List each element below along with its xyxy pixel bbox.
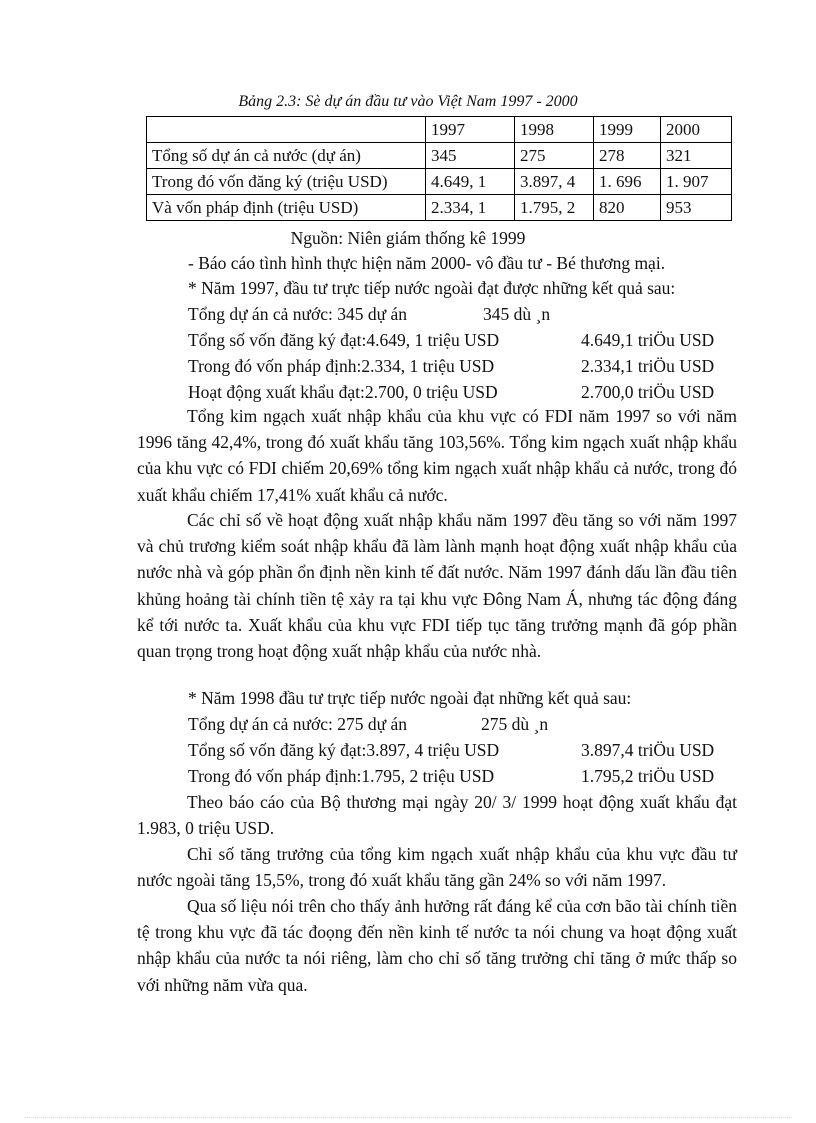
table-cell: Và vốn pháp định (triệu USD) xyxy=(147,195,426,221)
table-cell: 321 xyxy=(661,143,732,169)
source-line: Nguồn: Niên giám thống kê 1999 xyxy=(290,228,526,248)
table-cell: 820 xyxy=(594,195,661,221)
table-cell: 3.897, 4 xyxy=(515,169,594,195)
source-report-line: - Báo cáo tình hình thực hiện năm 2000- vô đầu tư - Bé thương mại. xyxy=(188,253,666,273)
item-value: 3.897,4 triÖu USD xyxy=(581,740,715,760)
investment-table xyxy=(146,116,732,221)
item-label: Tổng dự án cả nước: 345 dự án xyxy=(188,304,407,324)
item-label: Tổng dự án cả nước: 275 dự án xyxy=(188,714,407,734)
intro-1998: * Năm 1998 đầu tư trực tiếp nước ngoài đạt những kết quả sau: xyxy=(188,688,632,708)
item-label: Hoạt động xuất khẩu đạt:2.700, 0 triệu USD xyxy=(188,382,498,402)
header-cell: 2000 xyxy=(661,117,732,143)
header-cell: 1998 xyxy=(515,117,594,143)
item-value: 1.795,2 triÖu USD xyxy=(581,766,715,786)
table-cell: 278 xyxy=(594,143,661,169)
table-cell: 2.334, 1 xyxy=(426,195,515,221)
table-cell: Trong đó vốn đăng ký (triệu USD) xyxy=(147,169,426,195)
item-label: Tổng số vốn đăng ký đạt:4.649, 1 triệu USD xyxy=(188,330,500,350)
table-row xyxy=(147,169,732,195)
paragraph: Chỉ số tăng trưởng của tổng kim ngạch xuất nhập khẩu của khu vực đầu tư nước ngoài tăng 15,5%, trong đó xuất khẩu tăng gần 24% so với năm 1997. xyxy=(137,844,737,891)
table-cell: 1. 907 xyxy=(661,169,732,195)
header-cell xyxy=(147,117,426,143)
paragraph: Các chỉ số về hoạt động xuất nhập khẩu năm 1997 đều tăng so với năm 1997 và chủ trương kiểm soát nhập khẩu đã làm lành mạnh hoạt động xuất nhập khẩu của nước nhà và góp phần ổn định nền kinh tế đất nước. Năm 1997 đánh dấu lần đầu tiên khủng hoảng tài chính tiền tệ xảy ra tại khu vực Đông Nam Á, nhưng tác động đáng kể tới nước ta. Xuất khẩu của khu vực FDI tiếp tục tăng trưởng mạnh đã góp phần quan trọng trong hoạt động xuất nhập khẩu của nước nhà. xyxy=(137,510,737,662)
item-value: 2.700,0 triÖu USD xyxy=(581,382,715,402)
intro-1997: * Năm 1997, đầu tư trực tiếp nước ngoài đạt được những kết quả sau: xyxy=(188,278,676,298)
header-cell: 1999 xyxy=(594,117,661,143)
item-label: Trong đó vốn pháp định:2.334, 1 triệu USD xyxy=(188,356,495,376)
item-label: Trong đó vốn pháp định:1.795, 2 triệu USD xyxy=(188,766,495,786)
item-value: 345 dù ¸n xyxy=(483,304,551,324)
paragraph: Qua số liệu nói trên cho thấy ảnh hưởng rất đáng kể của cơn bão tài chính tiền tệ trong khu vực đã tác đoọng đến nền kinh tế nước ta nói chung va hoạt động xuất nhập khẩu của nước ta nói riêng, làm cho chỉ số tăng trưởng chỉ tăng ở mức thấp so với những năm vừa qua. xyxy=(137,896,737,995)
table-row xyxy=(147,143,732,169)
table-caption: Bảng 2.3: Sè dự án đầu tư vào Việt Nam 1997 - 2000 xyxy=(238,93,578,110)
table-cell: 4.649, 1 xyxy=(426,169,515,195)
page-bottom-border xyxy=(24,1117,792,1118)
paragraph: Tổng kim ngạch xuất nhập khẩu của khu vực có FDI năm 1997 so với năm 1996 tăng 42,4%, trong đó xuất khẩu tăng 103,56%. Tổng kim ngạch xuất nhập khẩu của khu vực có FDI chiếm 20,69% tổng kim ngạch xuất nhập khẩu cả nước, trong đó xuất khẩu chiếm 17,41% xuất khẩu cả nước. xyxy=(137,406,737,505)
table-cell: 345 xyxy=(426,143,515,169)
table-cell: 1.795, 2 xyxy=(515,195,594,221)
table-cell: 953 xyxy=(661,195,732,221)
table-row xyxy=(147,195,732,221)
paragraph: Theo báo cáo của Bộ thương mại ngày 20/ 3/ 1999 hoạt động xuất khẩu đạt 1.983, 0 triệu USD. xyxy=(137,792,737,839)
header-cell: 1997 xyxy=(426,117,515,143)
item-value: 2.334,1 triÖu USD xyxy=(581,356,715,376)
table-cell: Tổng số dự án cả nước (dự án) xyxy=(147,143,426,169)
item-value: 4.649,1 triÖu USD xyxy=(581,330,715,350)
table-cell: 1. 696 xyxy=(594,169,661,195)
item-value: 275 dù ¸n xyxy=(481,714,549,734)
item-label: Tổng số vốn đăng ký đạt:3.897, 4 triệu USD xyxy=(188,740,500,760)
table-cell: 275 xyxy=(515,143,594,169)
table-header-row xyxy=(147,117,732,143)
